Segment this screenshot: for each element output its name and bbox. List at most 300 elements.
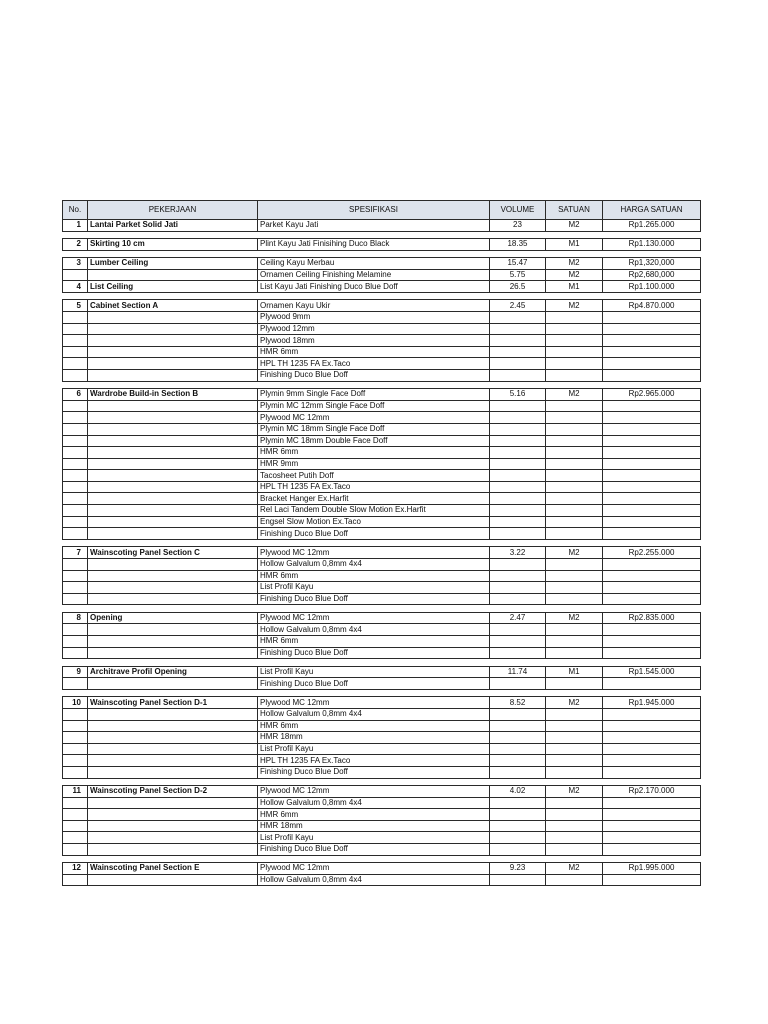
cell-volume: [490, 358, 546, 370]
spacer-cell: [88, 250, 258, 258]
cell-satuan: [546, 358, 603, 370]
spacer-row: [63, 855, 701, 863]
cell-volume: 5.16: [490, 389, 546, 401]
cell-satuan: M2: [546, 389, 603, 401]
table-row: [63, 493, 701, 505]
cell-spesifikasi: Plywood 12mm: [258, 323, 490, 335]
cell-satuan: [546, 447, 603, 459]
cell-harga-satuan: [603, 732, 701, 744]
table-row: [63, 423, 701, 435]
spacer-row: [63, 292, 701, 300]
spacer-cell: [88, 855, 258, 863]
table-row: [63, 258, 701, 270]
cell-satuan: M2: [546, 258, 603, 270]
cell-no: [63, 358, 88, 370]
table-row: [63, 323, 701, 335]
cell-pekerjaan: [88, 505, 258, 517]
cell-no: 3: [63, 258, 88, 270]
spacer-cell: [258, 855, 490, 863]
cell-satuan: [546, 528, 603, 540]
cell-spesifikasi: Finishing Duco Blue Doff: [258, 647, 490, 659]
cell-satuan: [546, 820, 603, 832]
spacer-cell: [490, 605, 546, 613]
cell-pekerjaan: Lumber Ceiling: [88, 258, 258, 270]
spacer-cell: [546, 250, 603, 258]
cell-satuan: [546, 636, 603, 648]
cell-volume: [490, 593, 546, 605]
cell-harga-satuan: [603, 558, 701, 570]
spacer-cell: [63, 778, 88, 786]
spacer-row: [63, 539, 701, 547]
cell-harga-satuan: [603, 582, 701, 594]
table-row: [63, 400, 701, 412]
cell-no: 1: [63, 220, 88, 232]
cell-no: [63, 593, 88, 605]
cell-no: [63, 732, 88, 744]
cell-pekerjaan: [88, 809, 258, 821]
cell-volume: [490, 844, 546, 856]
cell-no: [63, 323, 88, 335]
table-row: [63, 755, 701, 767]
cell-volume: 5.75: [490, 269, 546, 281]
cell-volume: 26.5: [490, 281, 546, 293]
spacer-cell: [63, 855, 88, 863]
cell-pekerjaan: [88, 678, 258, 690]
cell-spesifikasi: HMR 6mm: [258, 809, 490, 821]
spacer-cell: [258, 778, 490, 786]
spacer-cell: [258, 689, 490, 697]
cell-pekerjaan: [88, 516, 258, 528]
table-row: [63, 593, 701, 605]
cell-satuan: M1: [546, 666, 603, 678]
cell-no: 6: [63, 389, 88, 401]
cell-spesifikasi: HMR 6mm: [258, 447, 490, 459]
cell-pekerjaan: [88, 720, 258, 732]
cell-harga-satuan: [603, 820, 701, 832]
cell-volume: [490, 874, 546, 886]
cell-harga-satuan: [603, 370, 701, 382]
cell-harga-satuan: [603, 755, 701, 767]
spacer-cell: [258, 659, 490, 667]
cell-no: 9: [63, 666, 88, 678]
cell-pekerjaan: Skirting 10 cm: [88, 239, 258, 251]
cell-pekerjaan: Wainscoting Panel Section D-2: [88, 786, 258, 798]
cell-pekerjaan: [88, 755, 258, 767]
cell-spesifikasi: List Profil Kayu: [258, 832, 490, 844]
cell-volume: [490, 423, 546, 435]
cell-harga-satuan: [603, 505, 701, 517]
spacer-cell: [490, 250, 546, 258]
cell-pekerjaan: [88, 412, 258, 424]
cell-no: [63, 708, 88, 720]
cell-volume: [490, 470, 546, 482]
cell-volume: [490, 346, 546, 358]
cell-no: [63, 755, 88, 767]
cell-spesifikasi: HMR 18mm: [258, 820, 490, 832]
table-row: [63, 412, 701, 424]
cell-harga-satuan: Rp2.170.000: [603, 786, 701, 798]
spacer-cell: [258, 292, 490, 300]
table-row: [63, 435, 701, 447]
cell-harga-satuan: Rp2,680,000: [603, 269, 701, 281]
cell-volume: [490, 558, 546, 570]
cell-spesifikasi: Finishing Duco Blue Doff: [258, 528, 490, 540]
table-row: [63, 874, 701, 886]
cell-volume: [490, 528, 546, 540]
cell-pekerjaan: Cabinet Section A: [88, 300, 258, 312]
table-row: [63, 797, 701, 809]
cell-pekerjaan: Architrave Profil Opening: [88, 666, 258, 678]
cell-no: [63, 505, 88, 517]
table-row: [63, 547, 701, 559]
cell-volume: [490, 832, 546, 844]
cell-volume: [490, 458, 546, 470]
cell-harga-satuan: [603, 678, 701, 690]
table-row: [63, 558, 701, 570]
cell-spesifikasi: HMR 6mm: [258, 636, 490, 648]
spacer-cell: [63, 250, 88, 258]
cell-no: [63, 874, 88, 886]
table-row: [63, 720, 701, 732]
cell-no: 11: [63, 786, 88, 798]
cell-pekerjaan: [88, 493, 258, 505]
cell-no: 7: [63, 547, 88, 559]
cell-volume: [490, 447, 546, 459]
spacer-cell: [546, 539, 603, 547]
cell-satuan: M2: [546, 300, 603, 312]
cell-harga-satuan: [603, 844, 701, 856]
spacer-cell: [88, 659, 258, 667]
cell-volume: 23: [490, 220, 546, 232]
table-row: [63, 678, 701, 690]
spacer-cell: [546, 292, 603, 300]
cell-pekerjaan: [88, 570, 258, 582]
cell-harga-satuan: [603, 412, 701, 424]
cell-no: [63, 481, 88, 493]
spacer-row: [63, 778, 701, 786]
cell-spesifikasi: HMR 6mm: [258, 346, 490, 358]
cell-harga-satuan: [603, 358, 701, 370]
cell-pekerjaan: [88, 582, 258, 594]
cell-no: [63, 412, 88, 424]
cell-harga-satuan: [603, 458, 701, 470]
spacer-cell: [546, 689, 603, 697]
cell-spesifikasi: List Kayu Jati Finishing Duco Blue Doff: [258, 281, 490, 293]
cell-satuan: [546, 323, 603, 335]
cell-harga-satuan: Rp1.265.000: [603, 220, 701, 232]
cell-harga-satuan: Rp1.995.000: [603, 863, 701, 875]
cell-no: [63, 528, 88, 540]
cell-volume: [490, 797, 546, 809]
cell-satuan: [546, 493, 603, 505]
cell-no: 2: [63, 239, 88, 251]
table-row: [63, 528, 701, 540]
cell-no: [63, 423, 88, 435]
table-row: [63, 844, 701, 856]
spacer-cell: [258, 381, 490, 389]
table-row: [63, 570, 701, 582]
cell-pekerjaan: [88, 470, 258, 482]
spacer-cell: [546, 231, 603, 239]
table-row: [63, 335, 701, 347]
cell-satuan: [546, 435, 603, 447]
spacer-cell: [490, 778, 546, 786]
cell-pekerjaan: [88, 312, 258, 324]
cell-harga-satuan: [603, 400, 701, 412]
cell-satuan: [546, 809, 603, 821]
cell-no: [63, 447, 88, 459]
spacer-cell: [258, 250, 490, 258]
cell-pekerjaan: [88, 743, 258, 755]
cell-spesifikasi: Plywood MC 12mm: [258, 786, 490, 798]
cell-satuan: [546, 346, 603, 358]
cell-spesifikasi: Finishing Duco Blue Doff: [258, 593, 490, 605]
cell-spesifikasi: Plymin MC 12mm Single Face Doff: [258, 400, 490, 412]
table-row: [63, 697, 701, 709]
cell-volume: [490, 708, 546, 720]
cell-satuan: [546, 335, 603, 347]
cell-harga-satuan: [603, 743, 701, 755]
cell-volume: 18.35: [490, 239, 546, 251]
spacer-cell: [546, 605, 603, 613]
cell-spesifikasi: List Profil Kayu: [258, 743, 490, 755]
cell-volume: 11.74: [490, 666, 546, 678]
spacer-cell: [258, 605, 490, 613]
cell-spesifikasi: List Profil Kayu: [258, 666, 490, 678]
cell-no: 4: [63, 281, 88, 293]
table-row: [63, 612, 701, 624]
header-pekerjaan: PEKERJAAN: [88, 201, 258, 220]
cell-pekerjaan: [88, 708, 258, 720]
cell-spesifikasi: Parket Kayu Jati: [258, 220, 490, 232]
spacer-cell: [546, 778, 603, 786]
cell-satuan: [546, 743, 603, 755]
cell-no: 5: [63, 300, 88, 312]
cell-pekerjaan: [88, 624, 258, 636]
cell-harga-satuan: [603, 481, 701, 493]
table-row: [63, 809, 701, 821]
table-body: [63, 220, 701, 886]
cell-no: [63, 570, 88, 582]
table-row: [63, 636, 701, 648]
cell-pekerjaan: Wainscoting Panel Section C: [88, 547, 258, 559]
spacer-cell: [603, 250, 701, 258]
cell-spesifikasi: Plywood MC 12mm: [258, 863, 490, 875]
spacer-cell: [490, 381, 546, 389]
cell-volume: [490, 755, 546, 767]
table-row: [63, 370, 701, 382]
cell-pekerjaan: [88, 435, 258, 447]
cell-harga-satuan: [603, 636, 701, 648]
cell-satuan: [546, 481, 603, 493]
cell-spesifikasi: Plywood MC 12mm: [258, 412, 490, 424]
cell-no: [63, 820, 88, 832]
spacer-cell: [63, 381, 88, 389]
cell-volume: [490, 312, 546, 324]
cell-pekerjaan: [88, 797, 258, 809]
table-row: [63, 647, 701, 659]
cell-satuan: [546, 797, 603, 809]
cell-harga-satuan: [603, 493, 701, 505]
table-row: [63, 820, 701, 832]
spacer-cell: [490, 539, 546, 547]
cell-volume: [490, 323, 546, 335]
cell-satuan: [546, 647, 603, 659]
cell-spesifikasi: Plymin 9mm Single Face Doff: [258, 389, 490, 401]
cell-harga-satuan: Rp2.835.000: [603, 612, 701, 624]
cell-pekerjaan: Wainscoting Panel Section E: [88, 863, 258, 875]
spacer-cell: [63, 292, 88, 300]
cell-harga-satuan: [603, 516, 701, 528]
cell-satuan: [546, 755, 603, 767]
cell-pekerjaan: [88, 447, 258, 459]
cell-spesifikasi: Bracket Hanger Ex.Harfit: [258, 493, 490, 505]
cell-spesifikasi: Plint Kayu Jati Finisihing Duco Black: [258, 239, 490, 251]
cell-pekerjaan: [88, 732, 258, 744]
cell-harga-satuan: [603, 797, 701, 809]
table-row: [63, 708, 701, 720]
cell-satuan: [546, 874, 603, 886]
cell-satuan: M2: [546, 269, 603, 281]
header-volume: VOLUME: [490, 201, 546, 220]
header-spesifikasi: SPESIFIKASI: [258, 201, 490, 220]
cell-spesifikasi: Plywood MC 12mm: [258, 612, 490, 624]
cell-satuan: [546, 312, 603, 324]
cell-no: [63, 435, 88, 447]
spacer-cell: [88, 231, 258, 239]
cell-satuan: [546, 505, 603, 517]
table-row: [63, 505, 701, 517]
spacer-row: [63, 250, 701, 258]
table-row: [63, 389, 701, 401]
cell-pekerjaan: [88, 636, 258, 648]
cell-spesifikasi: HPL TH 1235 FA Ex.Taco: [258, 481, 490, 493]
cell-harga-satuan: [603, 435, 701, 447]
cell-satuan: [546, 412, 603, 424]
boq-table: [62, 200, 701, 886]
cell-no: 8: [63, 612, 88, 624]
header-satuan: SATUAN: [546, 201, 603, 220]
cell-no: [63, 647, 88, 659]
cell-satuan: M2: [546, 220, 603, 232]
spacer-cell: [63, 605, 88, 613]
spacer-cell: [490, 659, 546, 667]
cell-no: [63, 809, 88, 821]
cell-harga-satuan: Rp1.100.000: [603, 281, 701, 293]
cell-harga-satuan: Rp1,320,000: [603, 258, 701, 270]
cell-spesifikasi: List Profil Kayu: [258, 582, 490, 594]
table-row: [63, 582, 701, 594]
cell-harga-satuan: [603, 766, 701, 778]
table-row: [63, 239, 701, 251]
cell-volume: [490, 809, 546, 821]
cell-satuan: [546, 470, 603, 482]
header-no: No.: [63, 201, 88, 220]
table-row: [63, 743, 701, 755]
cell-pekerjaan: [88, 874, 258, 886]
cell-satuan: [546, 832, 603, 844]
cell-satuan: [546, 720, 603, 732]
cell-volume: 4.02: [490, 786, 546, 798]
spacer-cell: [603, 231, 701, 239]
spacer-cell: [258, 231, 490, 239]
cell-pekerjaan: Wardrobe Build-in Section B: [88, 389, 258, 401]
spacer-cell: [258, 539, 490, 547]
spacer-cell: [603, 292, 701, 300]
cell-pekerjaan: List Ceiling: [88, 281, 258, 293]
cell-spesifikasi: Plywood MC 12mm: [258, 547, 490, 559]
cell-spesifikasi: Rel Laci Tandem Double Slow Motion Ex.Harfit: [258, 505, 490, 517]
cell-spesifikasi: HPL TH 1235 FA Ex.Taco: [258, 358, 490, 370]
spacer-cell: [546, 855, 603, 863]
cell-satuan: [546, 370, 603, 382]
header-row: [63, 201, 701, 220]
table-row: [63, 786, 701, 798]
cell-harga-satuan: [603, 528, 701, 540]
cell-spesifikasi: Ornamen Ceiling Finishing Melamine: [258, 269, 490, 281]
cell-volume: [490, 743, 546, 755]
cell-spesifikasi: Finishing Duco Blue Doff: [258, 844, 490, 856]
cell-volume: [490, 400, 546, 412]
cell-no: [63, 797, 88, 809]
cell-volume: 8.52: [490, 697, 546, 709]
cell-harga-satuan: [603, 346, 701, 358]
cell-no: [63, 470, 88, 482]
cell-satuan: M2: [546, 786, 603, 798]
spacer-cell: [63, 231, 88, 239]
cell-satuan: [546, 582, 603, 594]
spacer-cell: [88, 689, 258, 697]
cell-spesifikasi: Hollow Galvalum 0,8mm 4x4: [258, 624, 490, 636]
cell-satuan: [546, 400, 603, 412]
cell-pekerjaan: Lantai Parket Solid Jati: [88, 220, 258, 232]
cell-volume: 2.47: [490, 612, 546, 624]
spacer-cell: [603, 778, 701, 786]
spacer-cell: [490, 292, 546, 300]
cell-satuan: [546, 570, 603, 582]
cell-volume: [490, 435, 546, 447]
cell-no: [63, 678, 88, 690]
cell-volume: [490, 481, 546, 493]
cell-spesifikasi: Plymin MC 18mm Single Face Doff: [258, 423, 490, 435]
cell-spesifikasi: Ornamen Kayu Ukir: [258, 300, 490, 312]
cell-harga-satuan: [603, 647, 701, 659]
cell-no: [63, 844, 88, 856]
cell-volume: [490, 505, 546, 517]
spacer-cell: [603, 605, 701, 613]
cell-pekerjaan: [88, 346, 258, 358]
spacer-cell: [88, 381, 258, 389]
spacer-cell: [63, 689, 88, 697]
spacer-cell: [88, 292, 258, 300]
cell-spesifikasi: Plymin MC 18mm Double Face Doff: [258, 435, 490, 447]
cell-volume: [490, 570, 546, 582]
cell-volume: 2.45: [490, 300, 546, 312]
cell-harga-satuan: [603, 312, 701, 324]
cell-pekerjaan: [88, 832, 258, 844]
cell-spesifikasi: Ceiling Kayu Merbau: [258, 258, 490, 270]
cell-satuan: M2: [546, 697, 603, 709]
spacer-cell: [603, 689, 701, 697]
cell-volume: 3.22: [490, 547, 546, 559]
spacer-cell: [88, 778, 258, 786]
cell-no: [63, 458, 88, 470]
cell-harga-satuan: Rp1.130.000: [603, 239, 701, 251]
cell-pekerjaan: [88, 370, 258, 382]
cell-volume: [490, 732, 546, 744]
cell-harga-satuan: [603, 809, 701, 821]
cell-harga-satuan: [603, 708, 701, 720]
